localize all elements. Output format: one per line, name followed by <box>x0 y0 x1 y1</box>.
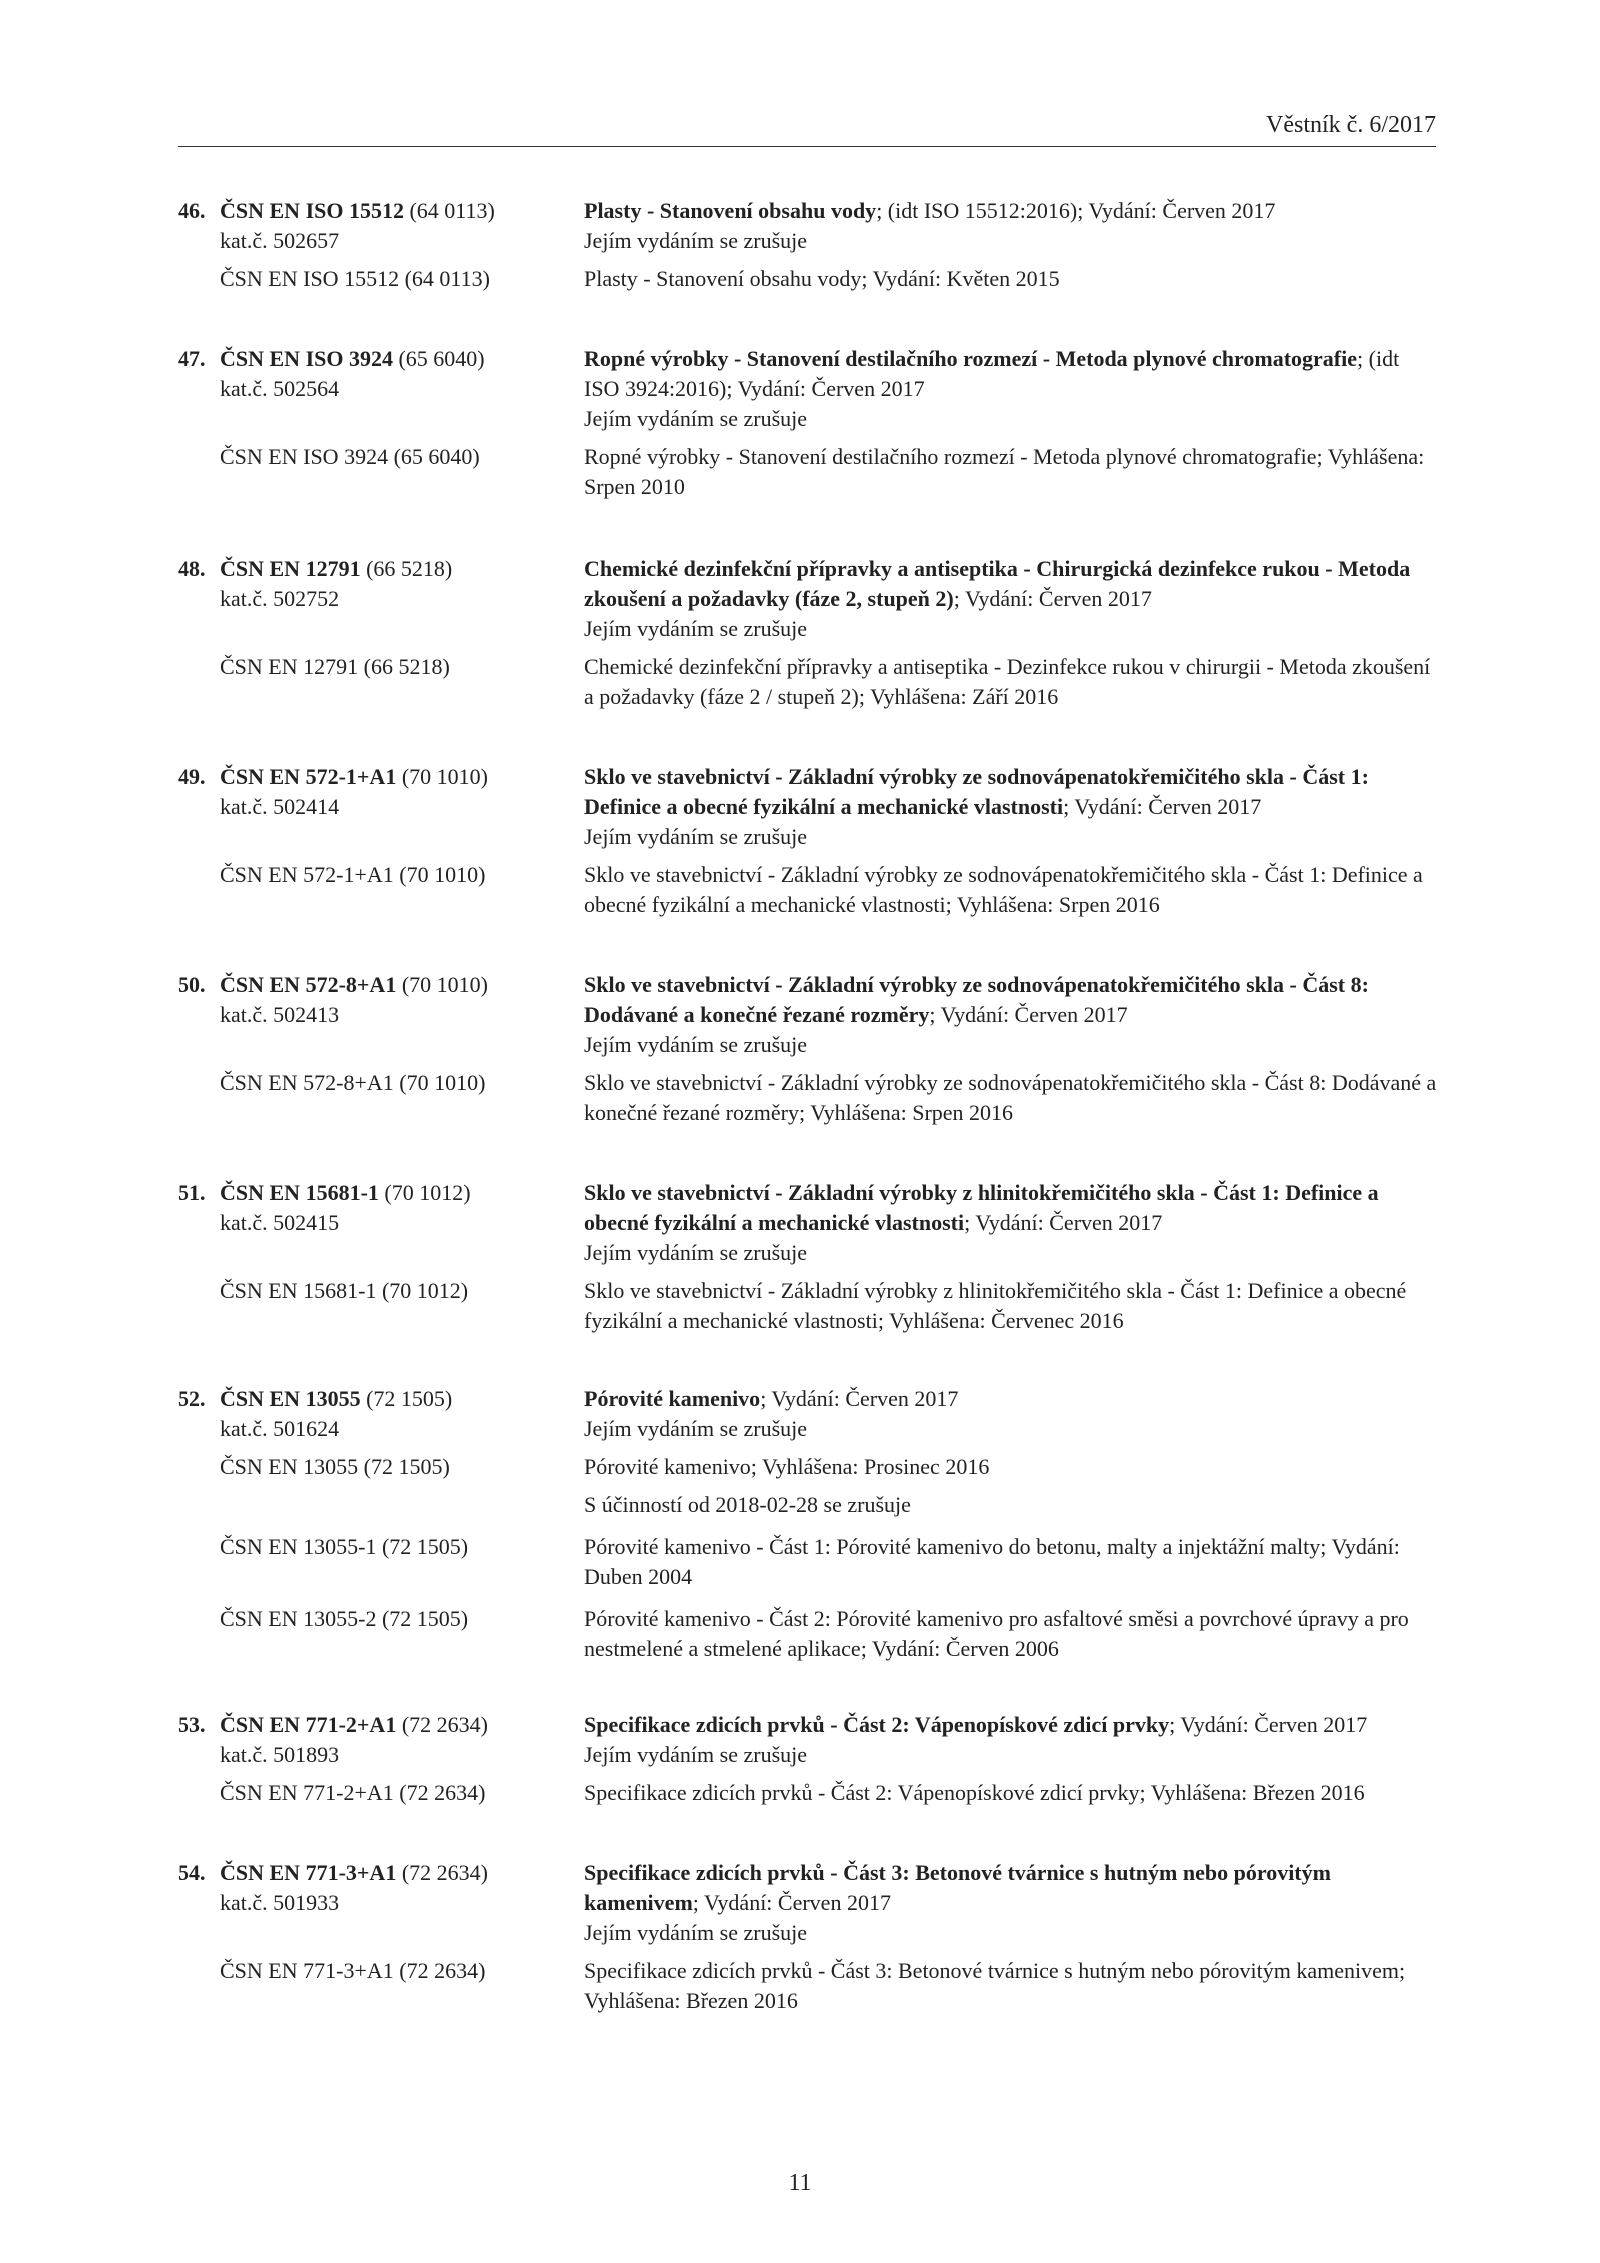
standard-code: ČSN EN 13055 <box>220 1386 361 1411</box>
replacement-note: Jejím vydáním se zrušuje <box>584 1416 808 1441</box>
entry-number: 52. <box>178 1386 206 1411</box>
standard-title: Plasty - Stanovení obsahu vody <box>584 198 877 223</box>
entry-number: 49. <box>178 764 206 789</box>
standard-title: Specifikace zdicích prvků - Část 2: Vápenopískové zdicí prvky <box>584 1712 1170 1737</box>
replaced-standard <box>178 1068 1438 1128</box>
standard-details: ; Vydání: Červen 2017 <box>929 1002 1128 1027</box>
standard-title: Chemické dezinfekční přípravky a antiseptika - Chirurgická dezinfekce rukou - Metoda zkoušení a požadavky (fáze 2, stupeň 2) <box>584 556 1411 611</box>
entry-identifier <box>178 1710 584 1770</box>
entry-number: 46. <box>178 198 206 223</box>
classification-code: (70 1012) <box>384 1180 471 1205</box>
entry-number: 53. <box>178 1712 206 1737</box>
standard-title: Sklo ve stavebnictví - Základní výrobky ze sodnovápenatokřemičitého skla - Část 1: Definice a obecné fyzikální a mechanické vlastnosti <box>584 764 1369 819</box>
standard-details: ; Vydání: Červen 2017 <box>953 586 1152 611</box>
entry-description <box>584 196 1438 256</box>
replaced-standard-text: Sklo ve stavebnictví - Základní výrobky ze sodnovápenatokřemičitého skla - Část 1: Definice a obecné fyzikální a mechanické vlastnosti; Vyhlášena: Srpen 2016 <box>584 862 1423 917</box>
replaced-standard-text: Ropné výrobky - Stanovení destilačního rozmezí - Metoda plynové chromatografie; Vyhlášena: Srpen 2010 <box>584 444 1425 499</box>
replacement-note: Jejím vydáním se zrušuje <box>584 824 808 849</box>
standard-details: ; Vydání: Červen 2017 <box>760 1386 959 1411</box>
replaced-standard <box>178 1604 1438 1664</box>
entry-identifier <box>178 554 584 644</box>
replaced-standard-code: ČSN EN 572-8+A1 (70 1010) <box>220 1070 486 1095</box>
entry-description <box>584 344 1438 434</box>
entry-description <box>584 970 1438 1060</box>
entry-number: 47. <box>178 346 206 371</box>
page-number: 11 <box>788 2170 812 2196</box>
replaced-standard <box>178 1532 1438 1592</box>
entry-description <box>584 1178 1438 1268</box>
catalog-number: kat.č. 502415 <box>220 1210 340 1235</box>
replaced-standard-code: ČSN EN 12791 (66 5218) <box>220 654 450 679</box>
standard-code: ČSN EN 572-1+A1 <box>220 764 397 789</box>
replaced-standard-text: Pórovité kamenivo - Část 1: Pórovité kamenivo do betonu, malty a injektážní malty; Vydání: Duben 2004 <box>584 1534 1400 1589</box>
entry-number: 54. <box>178 1860 206 1885</box>
standard-entry <box>178 762 1438 920</box>
entry-identifier <box>178 1178 584 1268</box>
standard-entry <box>178 970 1438 1128</box>
replaced-standard-text: Chemické dezinfekční přípravky a antiseptika - Dezinfekce rukou v chirurgii - Metoda zkoušení a požadavky (fáze 2 / stupeň 2); Vyhlášena: Září 2016 <box>584 654 1431 709</box>
replaced-standard-text: Plasty - Stanovení obsahu vody; Vydání: Květen 2015 <box>584 266 1060 291</box>
replaced-standard-text: Specifikace zdicích prvků - Část 2: Vápenopískové zdicí prvky; Vyhlášena: Březen 2016 <box>584 1780 1365 1805</box>
replaced-standard-text: Sklo ve stavebnictví - Základní výrobky z hlinitokřemičitého skla - Část 1: Definice a obecné fyzikální a mechanické vlastnosti; Vyhlášena: Červenec 2016 <box>584 1278 1407 1333</box>
catalog-number: kat.č. 502564 <box>220 376 340 401</box>
replacement-note: Jejím vydáním se zrušuje <box>584 1240 808 1265</box>
standard-code: ČSN EN 15681-1 <box>220 1180 379 1205</box>
replaced-standard <box>178 1956 1438 2016</box>
replacement-note: Jejím vydáním se zrušuje <box>584 1742 808 1767</box>
replaced-standard-text: Pórovité kamenivo - Část 2: Pórovité kamenivo pro asfaltové směsi a povrchové úpravy a pro nestmelené a stmelené aplikace; Vydání: Červen 2006 <box>584 1606 1409 1661</box>
catalog-number: kat.č. 501624 <box>220 1416 340 1441</box>
classification-code: (64 0113) <box>409 198 495 223</box>
standard-code: ČSN EN ISO 3924 <box>220 346 393 371</box>
replacement-note: Jejím vydáním se zrušuje <box>584 616 808 641</box>
catalog-number: kat.č. 502414 <box>220 794 340 819</box>
replaced-standard-code: ČSN EN ISO 15512 (64 0113) <box>220 266 490 291</box>
replacement-note: Jejím vydáním se zrušuje <box>584 406 808 431</box>
entry-description <box>584 762 1438 852</box>
replaced-standard-text: Specifikace zdicích prvků - Část 3: Betonové tvárnice s hutným nebo pórovitým kamenivem; Vyhlášena: Březen 2016 <box>584 1958 1406 2013</box>
standard-details: ; Vydání: Červen 2017 <box>1169 1712 1368 1737</box>
standard-details: ; Vydání: Červen 2017 <box>1063 794 1262 819</box>
entry-description <box>584 1384 1438 1444</box>
standard-entry <box>178 196 1438 294</box>
standard-entry <box>178 1710 1438 1808</box>
replacement-note: Jejím vydáním se zrušuje <box>584 1032 808 1057</box>
catalog-number: kat.č. 501893 <box>220 1742 340 1767</box>
replaced-standard-text: Pórovité kamenivo; Vyhlášena: Prosinec 2016 <box>584 1454 990 1479</box>
classification-code: (70 1010) <box>401 764 488 789</box>
replaced-standard <box>178 1778 1438 1808</box>
catalog-number: kat.č. 501933 <box>220 1890 340 1915</box>
classification-code: (66 5218) <box>366 556 453 581</box>
entry-description <box>584 1858 1438 1948</box>
replaced-standard-code: ČSN EN 15681-1 (70 1012) <box>220 1278 469 1303</box>
entry-identifier <box>178 1858 584 1948</box>
catalog-number: kat.č. 502752 <box>220 586 340 611</box>
standard-entry <box>178 344 1438 502</box>
standard-title: Sklo ve stavebnictví - Základní výrobky z hlinitokřemičitého skla - Část 1: Definice a obecné fyzikální a mechanické vlastnosti <box>584 1180 1379 1235</box>
standard-entry <box>178 1178 1438 1336</box>
classification-code: (70 1010) <box>401 972 488 997</box>
standard-details: ; (idt ISO 3924:2016); Vydání: Červen 2017 <box>584 346 1400 401</box>
entry-identifier <box>178 1384 584 1444</box>
entry-identifier <box>178 196 584 256</box>
entry-identifier <box>178 970 584 1060</box>
catalog-number: kat.č. 502657 <box>220 228 340 253</box>
standard-title: Pórovité kamenivo <box>584 1386 761 1411</box>
page-header <box>178 108 1436 147</box>
standard-title: Ropné výrobky - Stanovení destilačního rozmezí - Metoda plynové chromatografie <box>584 346 1358 371</box>
replaced-standard <box>178 652 1438 712</box>
replaced-standard <box>178 860 1438 920</box>
withdrawal-note: S účinností od 2018-02-28 se zrušuje <box>584 1492 911 1517</box>
standard-entry <box>178 1858 1438 2016</box>
classification-code: (72 1505) <box>366 1386 453 1411</box>
withdrawal-note-row <box>178 1490 1438 1520</box>
replaced-standard-code <box>178 1490 584 1520</box>
standard-code: ČSN EN 12791 <box>220 556 361 581</box>
entry-number: 48. <box>178 556 206 581</box>
standard-code: ČSN EN 771-3+A1 <box>220 1860 397 1885</box>
replaced-standard-code: ČSN EN 13055-2 (72 1505) <box>220 1606 469 1631</box>
entry-identifier <box>178 344 584 434</box>
entry-number: 51. <box>178 1180 206 1205</box>
standard-title: Specifikace zdicích prvků - Část 3: Betonové tvárnice s hutným nebo pórovitým kamenivem <box>584 1860 1331 1915</box>
replaced-standard-code: ČSN EN 13055 (72 1505) <box>220 1454 450 1479</box>
replacement-note: Jejím vydáním se zrušuje <box>584 228 808 253</box>
entry-description <box>584 554 1438 644</box>
standard-details: ; (idt ISO 15512:2016); Vydání: Červen 2017 <box>876 198 1276 223</box>
standard-code: ČSN EN 771-2+A1 <box>220 1712 397 1737</box>
standard-code: ČSN EN ISO 15512 <box>220 198 404 223</box>
replaced-standard-text: Sklo ve stavebnictví - Základní výrobky ze sodnovápenatokřemičitého skla - Část 8: Dodávané a konečné řezané rozměry; Vyhlášena: Srpen 2016 <box>584 1070 1437 1125</box>
classification-code: (72 2634) <box>401 1860 488 1885</box>
replaced-standard-code: ČSN EN 572-1+A1 (70 1010) <box>220 862 486 887</box>
standard-entry <box>178 554 1438 712</box>
classification-code: (65 6040) <box>398 346 485 371</box>
replaced-standard-code: ČSN EN ISO 3924 (65 6040) <box>220 444 480 469</box>
standard-title: Sklo ve stavebnictví - Základní výrobky ze sodnovápenatokřemičitého skla - Část 8: Dodávané a konečné řezané rozměry <box>584 972 1369 1027</box>
standard-details: ; Vydání: Červen 2017 <box>692 1890 891 1915</box>
replaced-standard <box>178 1452 1438 1482</box>
standard-code: ČSN EN 572-8+A1 <box>220 972 397 997</box>
journal-title: Věstník č. 6/2017 <box>1266 112 1436 138</box>
standard-details: ; Vydání: Červen 2017 <box>964 1210 1163 1235</box>
replaced-standard <box>178 1276 1438 1336</box>
standard-entry <box>178 1384 1438 1664</box>
replaced-standard <box>178 264 1438 294</box>
replaced-standard-code: ČSN EN 771-3+A1 (72 2634) <box>220 1958 486 1983</box>
replaced-standard-code: ČSN EN 771-2+A1 (72 2634) <box>220 1780 486 1805</box>
catalog-number: kat.č. 502413 <box>220 1002 340 1027</box>
replacement-note: Jejím vydáním se zrušuje <box>584 1920 808 1945</box>
replaced-standard-code: ČSN EN 13055-1 (72 1505) <box>220 1534 469 1559</box>
entry-description <box>584 1710 1438 1770</box>
entry-number: 50. <box>178 972 206 997</box>
entry-identifier <box>178 762 584 852</box>
replaced-standard <box>178 442 1438 502</box>
classification-code: (72 2634) <box>401 1712 488 1737</box>
